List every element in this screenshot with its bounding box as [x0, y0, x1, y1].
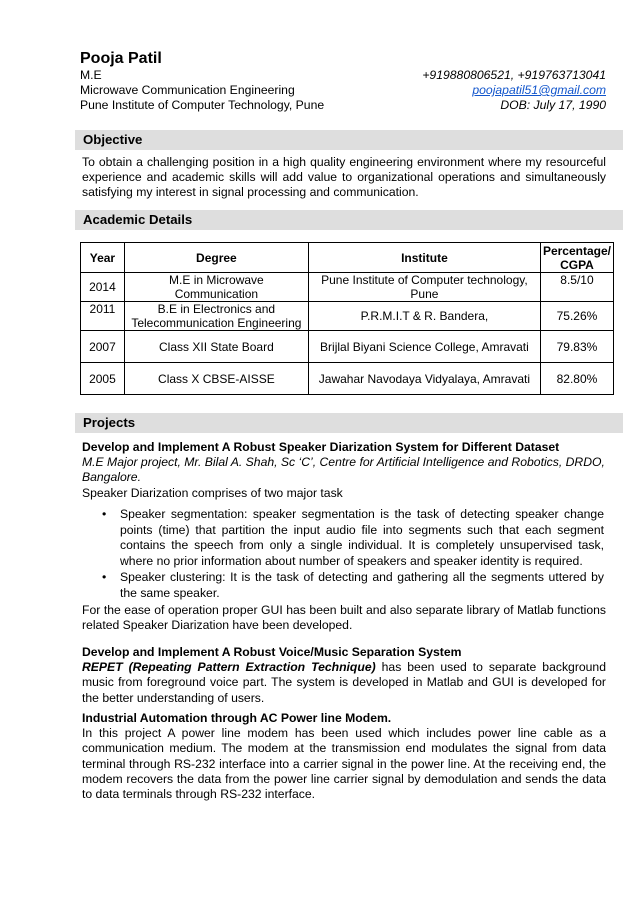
- project-3: [82, 711, 606, 802]
- cell-institute: Pune Institute of Computer technology, Pune: [308, 273, 540, 302]
- cell-score: 75.26%: [540, 302, 613, 331]
- cell-score: 82.80%: [540, 363, 613, 395]
- section-projects: Projects: [75, 413, 623, 433]
- dob: DOB: July 17, 1990: [500, 98, 606, 112]
- cell-institute: Jawahar Navodaya Vidyalaya, Amravati: [308, 363, 540, 395]
- degree: M.E: [80, 68, 102, 82]
- project-3-title: Industrial Automation through AC Power line Modem.: [82, 711, 392, 725]
- table-row: [81, 273, 614, 302]
- col-degree: Degree: [124, 243, 308, 273]
- col-score: Percentage/ CGPA: [540, 243, 613, 273]
- col-institute: Institute: [308, 243, 540, 273]
- cell-degree: Class X CBSE-AISSE: [124, 363, 308, 395]
- project-2-title: Develop and Implement A Robust Voice/Music Separation System: [82, 645, 462, 659]
- cell-score: 8.5/10: [540, 273, 613, 302]
- project-3-text: In this project A power line modem has been used which includes power line cable as a communication medium. The modem at the transmission end modulates the signal from data terminal through RS-232 interface into a carrier signal in the power line. At the receiving end, the modem recovers the data from the power line carrier signal by demodulation and sends the data to data terminals through RS-232 interface.: [82, 726, 606, 802]
- bullet-icon: •: [102, 507, 107, 521]
- project-2-body: [82, 660, 606, 706]
- project-1-subtitle: M.E Major project, Mr. Bilal A. Shah, Sc ‘C’, Centre for Artificial Intelligence and Robotics, DRDO, Bangalore.: [82, 455, 605, 485]
- cell-year: 2005: [81, 363, 125, 395]
- academic-table: [80, 242, 614, 395]
- table-header-row: [81, 243, 614, 273]
- header-row-3: [80, 98, 606, 113]
- project-1-intro: Speaker Diarization comprises of two major task: [82, 485, 343, 500]
- col-year: Year: [81, 243, 125, 273]
- candidate-name: Pooja Patil: [80, 50, 162, 67]
- cell-institute: P.R.M.I.T & R. Bandera,: [308, 302, 540, 331]
- phone: +919880806521, +919763713041: [422, 68, 606, 82]
- header-row-1: [80, 68, 606, 83]
- table-row: [81, 331, 614, 363]
- project-1-closing: For the ease of operation proper GUI has been built and also separate library of Matlab functions related Speaker Diarization have been developed.: [82, 603, 606, 633]
- header-row-2: [80, 83, 606, 98]
- institute: Pune Institute of Computer Technology, Pune: [80, 98, 325, 112]
- specialization: Microwave Communication Engineering: [80, 83, 295, 97]
- cell-degree: B.E in Electronics and Telecommunication Engineering: [124, 302, 308, 331]
- project-2-lead: REPET (Repeating Pattern Extraction Technique): [82, 660, 376, 675]
- project-2-text: has been used to separate background music from foreground voice part. The system is developed in Matlab and GUI is developed for the better understanding of users.: [82, 660, 606, 705]
- cell-degree: M.E in Microwave Communication: [124, 273, 308, 302]
- project-2: [82, 645, 606, 706]
- cell-score: 79.83%: [540, 331, 613, 363]
- cell-year: 2007: [81, 331, 125, 363]
- email-link[interactable]: poojapatil51@gmail.com: [472, 83, 606, 97]
- table-row: [81, 363, 614, 395]
- project-1-title: Develop and Implement A Robust Speaker Diarization System for Different Dataset: [82, 440, 560, 454]
- cell-year: 2014: [81, 273, 125, 302]
- cell-year: 2011: [81, 302, 125, 331]
- bullet-icon: •: [102, 570, 107, 584]
- project-1: [82, 440, 606, 501]
- cell-degree: Class XII State Board: [124, 331, 308, 363]
- project-1-bullets: [82, 507, 604, 602]
- list-item: • Speaker clustering: It is the task of detecting and gathering all the segments uttered by the same speaker.: [102, 570, 604, 600]
- section-objective: Objective: [75, 130, 623, 150]
- objective-text: To obtain a challenging position in a high quality engineering environment where my resourceful experience and academic skills will add value to organizational operations and simultaneously satisfying my interest in signal processing and communication.: [82, 155, 606, 200]
- table-row: [81, 302, 614, 331]
- section-academic: Academic Details: [75, 210, 623, 230]
- cell-institute: Brijlal Biyani Science College, Amravati: [308, 331, 540, 363]
- list-item: • Speaker segmentation: speaker segmentation is the task of detecting speaker change points (time) that partition the input audio file into segments such that each segment contains the speech from only a single individual. It is completely unsupervised task, where no prior information about number of speakers and speaker identity is required.: [102, 507, 604, 568]
